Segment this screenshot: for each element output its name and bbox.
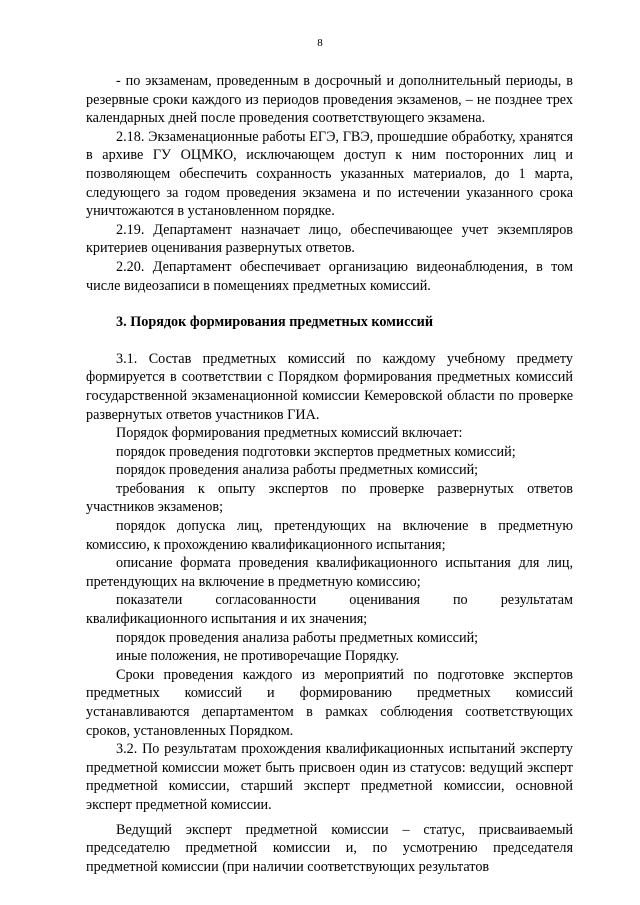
list-item: порядок проведения подготовки экспертов предметных комиссий; <box>116 443 516 460</box>
list-item: порядок проведения анализа работы предметных комиссий; <box>116 629 479 646</box>
paragraph: 3.2. По результатам прохождения квалификационных испытаний эксперту предметной комиссии может быть присвоен один из статусов: ведущий эксперт предметной комиссии, старший эксперт предметной комиссии, основной эксперт предметной комиссии. <box>86 741 573 813</box>
list-item: порядок допуска лиц, претендующих на включение в предметную комиссию, к прохождению квалификационного испытания; <box>86 518 573 553</box>
paragraph: Порядок формирования предметных комиссий включает: <box>116 425 463 442</box>
list-item: показатели согласованности оценивания по результатам квалификационного испытания и их значения; <box>86 592 573 628</box>
paragraph: 2.19. Департамент назначает лицо, обеспечивающее учет экземпляров критериев оценивания развернутых ответов. <box>86 221 573 257</box>
paragraph: 3.1. Состав предметных комиссий по каждому учебному предмету формируется в соответствии с Порядком формирования предметных комиссий государственной экзаменационной комиссии Кемеровской области по проверке развернутых ответов участников ГИА. <box>86 350 573 423</box>
paragraph: Ведущий эксперт предметной комиссии – статус, присваиваемый председателю предметной комиссии и, по усмотрению председателя предметной комиссии (при наличии соответствующих результатов <box>86 821 573 875</box>
paragraph: - по экзаменам, проведенным в досрочный и дополнительный периоды, в резервные сроки каждого из периодов проведения экзаменов, – не позднее трех календарных дней после проведения соответствующего экзамена. <box>86 73 573 127</box>
page-number: 8 <box>317 37 323 49</box>
list-item: иные положения, не противоречащие Порядку. <box>116 648 400 665</box>
list-item: порядок проведения анализа работы предметных комиссий; <box>116 462 479 479</box>
list-item: требования к опыту экспертов по проверке развернутых ответов участников экзаменов; <box>86 480 573 516</box>
section-heading: 3. Порядок формирования предметных комиссий <box>116 314 434 331</box>
document-body <box>86 72 573 876</box>
paragraph: 2.18. Экзаменационные работы ЕГЭ, ГВЭ, прошедшие обработку, хранятся в архиве ГУ ОЦМКО, исключающем доступ к ним посторонних лиц и позволяющем обеспечить сохранность указанных материалов, до 1 марта, следующего за годом проведения экзамена и по истечении указанного срока уничтожаются в установленном порядке. <box>86 128 573 220</box>
paragraph: Сроки проведения каждого из мероприятий по подготовке экспертов предметных комиссий и формированию предметных комиссий устанавливаются департаментом в рамках соблюдения соответствующих сроков, установленных Порядком. <box>86 666 573 739</box>
list-item: описание формата проведения квалификационного испытания для лиц, претендующих на включение в предметную комиссию; <box>86 555 573 590</box>
paragraph: 2.20. Департамент обеспечивает организацию видеонаблюдения, в том числе видеозаписи в помещениях предметных комиссий. <box>86 258 573 294</box>
